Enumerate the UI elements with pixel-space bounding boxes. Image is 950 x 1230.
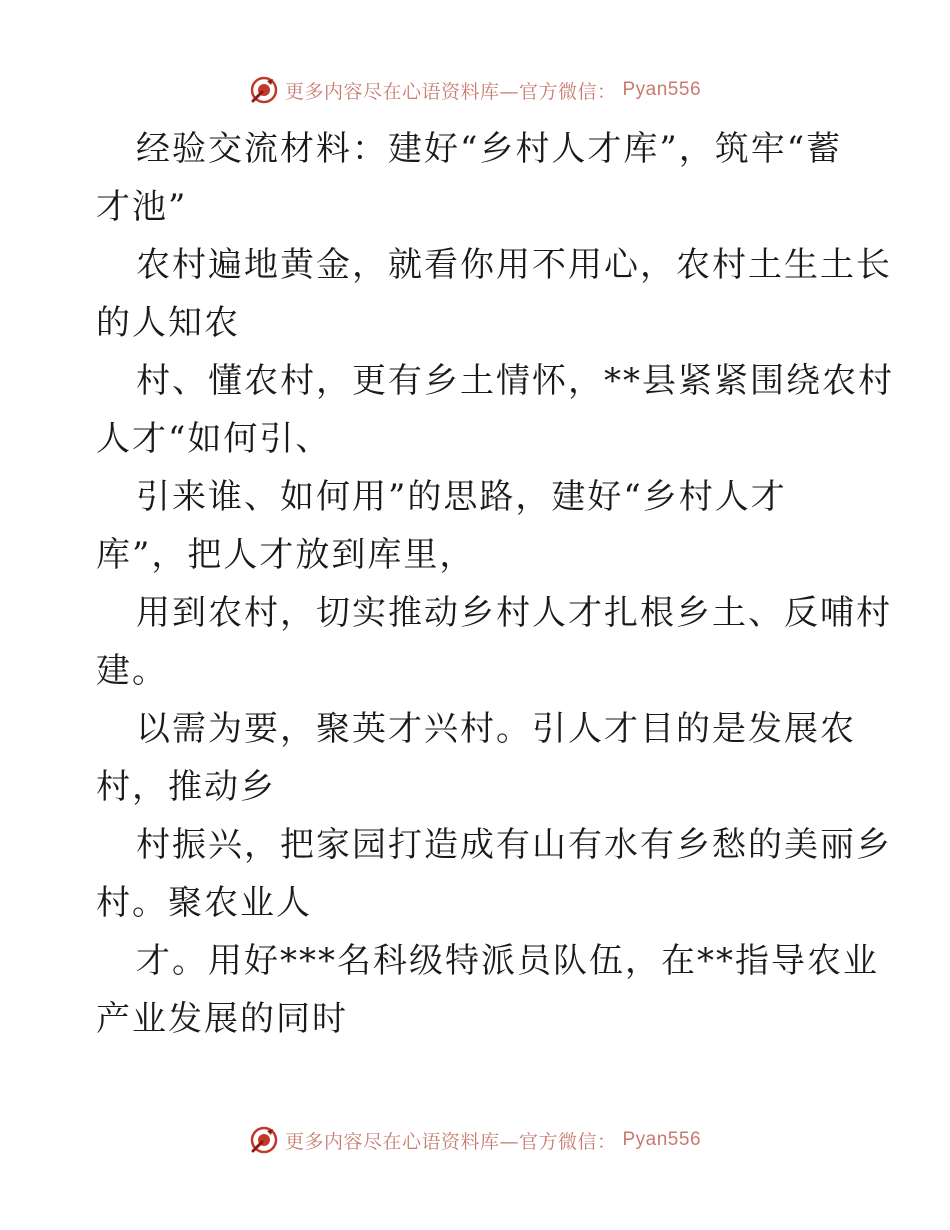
paragraph-line: 才。用好***名科级特派员队伍，在**指导农业 [136,941,879,981]
banner-text: 更多内容尽在心语资料库—官方微信： [284,80,617,103]
paragraph-line: 才池” [96,187,188,227]
paragraph-line: 引来谁、如何用”的思路，建好“乡村人才 [136,477,787,517]
paragraph-line: 经验交流材料：建好“乡村人才库”，筑牢“蓄 [136,129,843,169]
paragraph-line: 建。 [96,651,168,691]
banner-wechat-id: Pyan556 [622,79,702,100]
paragraph-line: 村。聚农业人 [96,883,312,923]
header-banner [0,70,950,110]
footer-banner [0,1120,950,1160]
paragraph-line: 产业发展的同时 [96,999,348,1039]
banner-content [249,75,701,105]
banner-wechat-id: Pyan556 [622,1129,702,1150]
document-body [96,120,894,1048]
paragraph-line: 用到农村，切实推动乡村人才扎根乡土、反哺村 [136,593,892,633]
paragraph-line: 的人知农 [96,303,240,343]
banner-content [249,1125,701,1155]
pen-logo-icon [249,1125,279,1155]
paragraph-line: 农村遍地黄金，就看你用不用心，农村土生土长 [136,245,892,285]
paragraph-line: 村、懂农村，更有乡土情怀，**县紧紧围绕农村 [136,361,894,401]
paragraph-line: 以需为要，聚英才兴村。引人才目的是发展农 [136,709,856,749]
paragraph-line: 村振兴，把家园打造成有山有水有乡愁的美丽乡 [136,825,892,865]
banner-text: 更多内容尽在心语资料库—官方微信： [284,1130,617,1153]
paragraph-line: 村，推动乡 [96,767,276,807]
paragraph-line: 库”，把人才放到库里， [96,535,476,575]
paragraph-line: 人才“如何引、 [96,419,332,459]
pen-logo-icon [249,75,279,105]
